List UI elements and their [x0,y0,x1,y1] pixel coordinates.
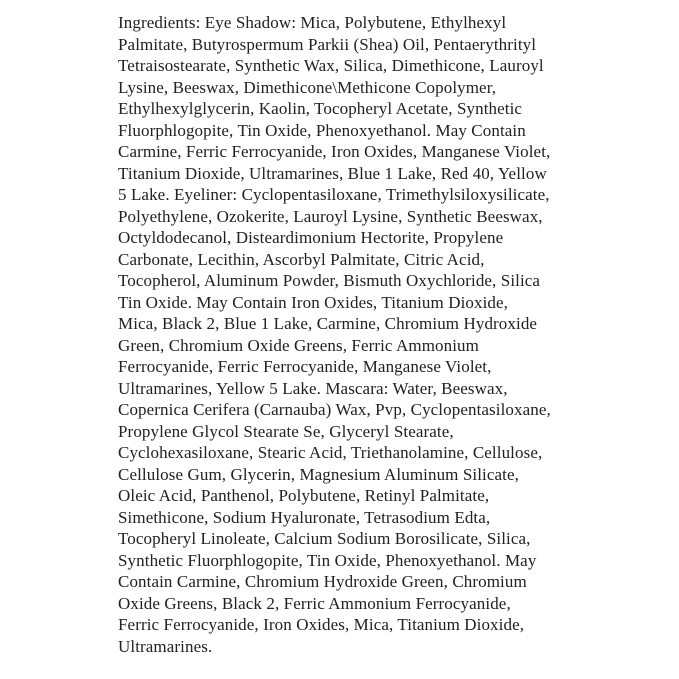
text-line: Ultramarines, Yellow 5 Lake. Mascara: Water, Beeswax, [118,378,508,398]
text-line: Ingredients: Eye Shadow: Mica, Polybutene, Ethylhexyl [118,13,507,32]
text-line: Carbonate, Lecithin, Ascorbyl Palmitate, Citric Acid, [118,249,485,269]
text-line: Oxide Greens, Black 2, Ferric Ammonium Ferrocyanide, [118,593,511,613]
text-line: Propylene Glycol Stearate Se, Glyceryl Stearate, [118,421,454,441]
text-line: Copernica Cerifera (Carnauba) Wax, Pvp, Cyclopentasiloxane, [118,400,551,419]
text-line: Tin Oxide. May Contain Iron Oxides, Titanium Dioxide, [118,292,509,312]
text-line: Ultramarines. [118,636,213,656]
text-line: Titanium Dioxide, Ultramarines, Blue 1 Lake, Red 40, Yellow [118,163,547,183]
text-line: Tocopherol, Aluminum Powder, Bismuth Oxychloride, Silica [118,271,541,290]
text-line: Mica, Black 2, Blue 1 Lake, Carmine, Chromium Hydroxide [118,314,538,333]
text-line: Simethicone, Sodium Hyaluronate, Tetrasodium Edta, [118,507,491,527]
text-line: Ethylhexylglycerin, Kaolin, Tocopheryl Acetate, Synthetic [118,99,523,118]
text-line: Cyclohexasiloxane, Stearic Acid, Triethanolamine, Cellulose, [118,443,543,462]
text-line: Polyethylene, Ozokerite, Lauroyl Lysine, Synthetic Beeswax, [118,206,543,226]
text-line: Carmine, Ferric Ferrocyanide, Iron Oxides, Manganese Violet, [118,142,551,161]
text-line: Green, Chromium Oxide Greens, Ferric Ammonium [118,335,479,355]
text-line: Tetraisostearate, Synthetic Wax, Silica, Dimethicone, Lauroyl [118,56,544,75]
text-line: Palmitate, Butyrospermum Parkii (Shea) Oil, Pentaerythrityl [118,34,537,54]
text-line: Tocopheryl Linoleate, Calcium Sodium Borosilicate, Silica, [118,529,531,548]
text-line: Cellulose Gum, Glycerin, Magnesium Aluminum Silicate, [118,464,519,484]
ingredients-text-block [118,12,593,657]
text-line: Octyldodecanol, Disteardimonium Hectorite, Propylene [118,228,504,247]
text-line: Oleic Acid, Panthenol, Polybutene, Retinyl Palmitate, [118,486,490,505]
text-line: 5 Lake. Eyeliner: Cyclopentasiloxane, Trimethylsiloxysilicate, [118,185,550,204]
text-line: Synthetic Fluorphlogopite, Tin Oxide, Phenoxyethanol. May [118,550,537,570]
text-line: Ferrocyanide, Ferric Ferrocyanide, Manganese Violet, [118,357,492,376]
text-line: Lysine, Beeswax, Dimethicone\Methicone Copolymer, [118,77,497,97]
text-line: Ferric Ferrocyanide, Iron Oxides, Mica, Titanium Dioxide, [118,615,525,634]
text-line: Contain Carmine, Chromium Hydroxide Green, Chromium [118,572,527,591]
text-line: Fluorphlogopite, Tin Oxide, Phenoxyethanol. May Contain [118,120,526,140]
